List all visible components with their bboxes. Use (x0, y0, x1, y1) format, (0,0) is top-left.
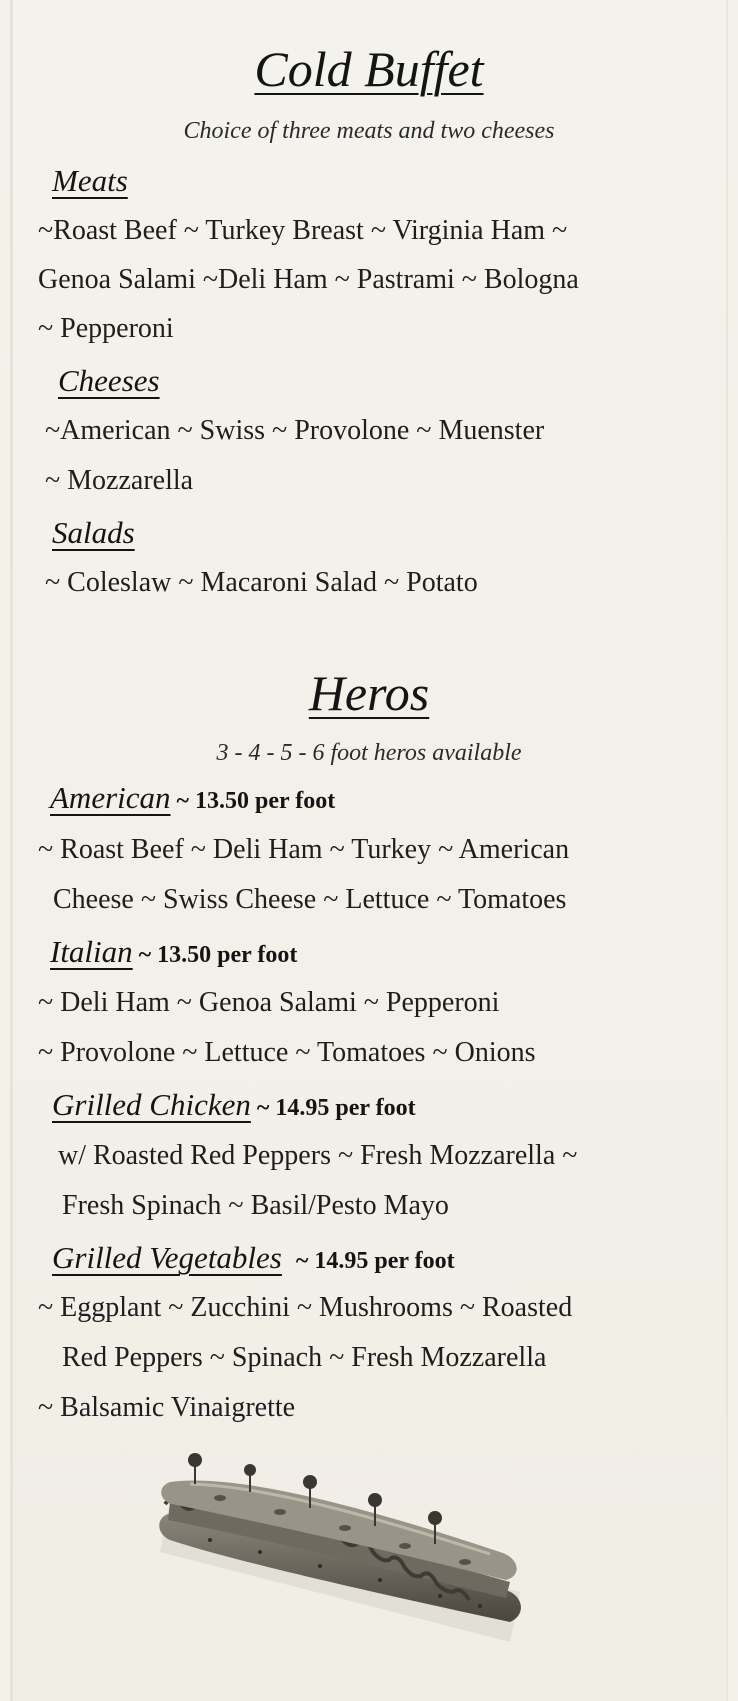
cheeses-heading: Cheeses (58, 363, 160, 398)
cheeses-line: ~American ~ Swiss ~ Provolone ~ Muenster (45, 415, 545, 446)
grilled-chicken-hero-heading (52, 1087, 416, 1123)
grilled-chicken-hero-line: Fresh Spinach ~ Basil/Pesto Mayo (62, 1190, 449, 1221)
italian-hero-line: ~ Provolone ~ Lettuce ~ Tomatoes ~ Onions (38, 1037, 536, 1068)
meats-line: ~ Pepperoni (38, 313, 174, 344)
american-hero-heading (50, 780, 335, 816)
italian-hero-name: Italian (50, 934, 133, 969)
meats-line: Genoa Salami ~Deli Ham ~ Pastrami ~ Bologna (38, 264, 579, 295)
meats-heading: Meats (52, 163, 128, 198)
grilled-vegetables-hero-line: Red Peppers ~ Spinach ~ Fresh Mozzarella (62, 1342, 547, 1373)
meats-line: ~Roast Beef ~ Turkey Breast ~ Virginia Ham ~ (38, 215, 568, 246)
italian-hero-heading (50, 934, 297, 970)
cheeses-line: ~ Mozzarella (45, 465, 194, 496)
grilled-vegetables-hero-line: ~ Balsamic Vinaigrette (38, 1392, 296, 1423)
grilled-chicken-hero-line: w/ Roasted Red Peppers ~ Fresh Mozzarella ~ (58, 1140, 578, 1171)
american-hero-name: American (50, 780, 171, 815)
grilled-vegetables-hero-line: ~ Eggplant ~ Zucchini ~ Mushrooms ~ Roasted (38, 1292, 573, 1323)
cold-buffet-subtitle: Choice of three meats and two cheeses (183, 118, 555, 144)
salads-heading: Salads (52, 515, 135, 550)
heros-subtitle: 3 - 4 - 5 - 6 foot heros available (216, 740, 522, 766)
heros-title: Heros (308, 665, 430, 721)
american-hero-line: Cheese ~ Swiss Cheese ~ Lettuce ~ Tomatoes (53, 884, 567, 915)
hero-sandwich-icon (150, 1442, 540, 1667)
american-hero-line: ~ Roast Beef ~ Deli Ham ~ Turkey ~ American (38, 834, 570, 865)
american-hero-price: ~ 13.50 per foot (176, 788, 336, 814)
grilled-vegetables-hero-price: ~ 14.95 per foot (295, 1248, 455, 1274)
grilled-vegetables-hero-name: Grilled Vegetables (52, 1240, 282, 1275)
grilled-vegetables-hero-heading (52, 1240, 455, 1276)
grilled-chicken-hero-name: Grilled Chicken (52, 1087, 251, 1122)
italian-hero-price: ~ 13.50 per foot (138, 942, 298, 968)
grilled-chicken-hero-price: ~ 14.95 per foot (256, 1095, 416, 1121)
italian-hero-line: ~ Deli Ham ~ Genoa Salami ~ Pepperoni (38, 987, 500, 1018)
salads-line: ~ Coleslaw ~ Macaroni Salad ~ Potato (45, 567, 478, 598)
cold-buffet-title: Cold Buffet (254, 41, 484, 97)
